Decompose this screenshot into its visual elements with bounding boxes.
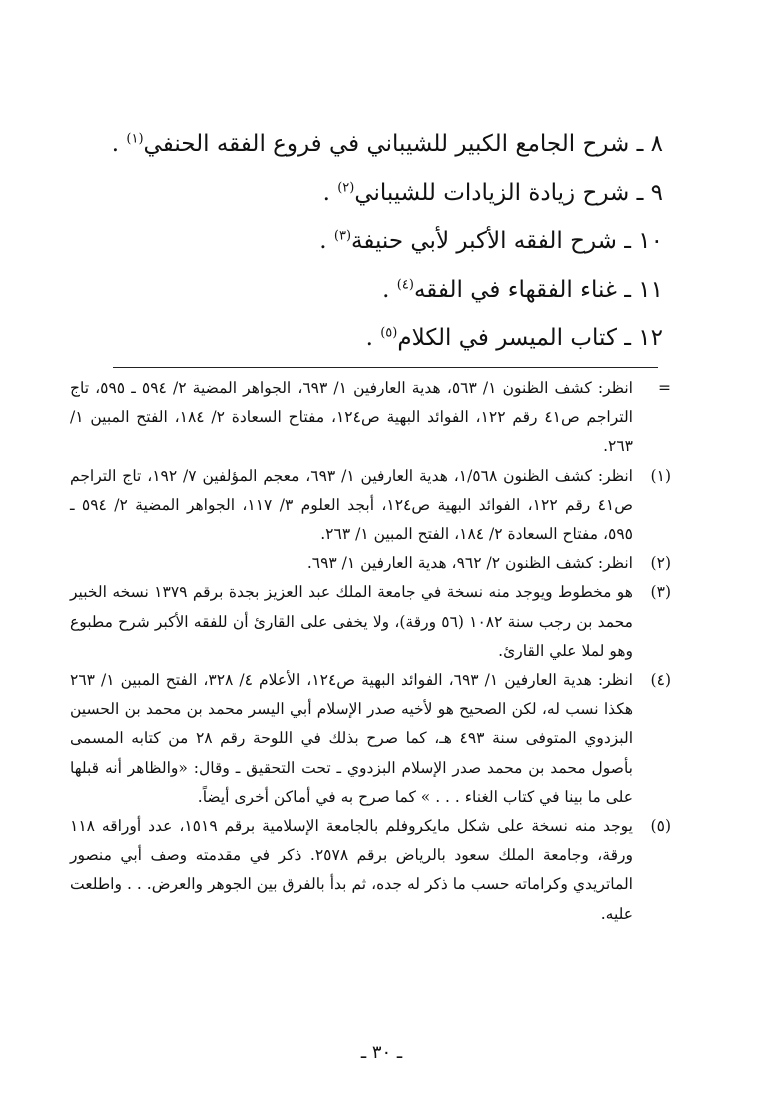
footnote-label: (٣) xyxy=(650,583,671,602)
footnote-text: هو مخطوط ويوجد منه نسخة في جامعة الملك عبد العزيز بجدة برقم ١٣٧٩ نسخه الخبير محمد بن رجب سنة ١٠٨٢ (٥٦ ورقة)، ولا يخفى على القارئ أن للفقه الأكبر شرح مطبوع وهو لملا علي القارئ. xyxy=(70,583,633,660)
footnote-ref: (٢) xyxy=(337,179,355,195)
footnotes xyxy=(70,374,671,929)
list-item xyxy=(103,217,663,266)
list-item-text: ١٠ ـ شرح الفقه الأكبر لأبي حنيفة xyxy=(351,228,663,254)
footnote xyxy=(70,666,671,812)
footnote-label: (٤) xyxy=(650,671,671,690)
footnote-label: (٥) xyxy=(650,817,671,836)
footnote-text: انظر: هدية العارفين ١/ ٦٩٣، الفوائد البهية ص١٢٤، الأعلام ٤/ ٣٢٨، الفتح المبين ١/ ٢٦٣ هكذا نسب له، لكن الصحيح هو لأخيه صدر الإسلام أبي اليسر محمد بن محمد بن الحسين البزدوي المتوفى سنة ٤٩٣ هـ، كما صرح بذلك في اللوحة رقم ٢٨ من كتابه المسمى بأصول محمد بن محمد صدر الإسلام البزدوي ـ تحت التحقيق ـ وقال: «والظاهر أنه قبلها على ما بينا في كتاب الغناء . . . » كما صرح به في أماكن أخرى أيضاً. xyxy=(70,671,633,806)
footnote-ref: (٤) xyxy=(396,276,414,292)
list-item xyxy=(103,169,663,218)
footnote-ref: (١) xyxy=(126,131,144,147)
footnote-text: انظر: كشف الظنون ١/ ٥٦٣، هدية العارفين ١/ ٦٩٣، الجواهر المضية ٢/ ٥٩٤ ـ ٥٩٥، تاج التراجم ص٤١ رقم ١٢٢، الفوائد البهية ص١٢٤، مفتاح السعادة ٢/ ١٨٤، الفتح المبين ١/ ٢٦٣. xyxy=(70,379,633,456)
list-item-end: . xyxy=(322,179,338,206)
list-item xyxy=(103,120,663,169)
list-item-end: . xyxy=(382,276,397,303)
footnote-text: انظر: كشف الظنون ٢/ ٩٦٢، هدية العارفين ١/ ٦٩٣. xyxy=(306,554,633,573)
footnote-label: (٢) xyxy=(650,554,671,573)
list-item-text: ١٢ ـ كتاب الميسر في الكلام xyxy=(397,325,663,351)
list-item-text: ٩ ـ شرح زيادة الزيادات للشيباني xyxy=(354,179,663,206)
footnote-label: (١) xyxy=(650,466,671,485)
list-item-end: . xyxy=(319,228,334,254)
footnote xyxy=(70,462,671,550)
footnote-text: انظر: كشف الظنون ١/٥٦٨، هدية العارفين ١/ ٦٩٣، معجم المؤلفين ٧/ ١٩٢، تاج التراجم ص٤١ رقم ١٢٢، الفوائد البهية ص١٢٤، أبجد العلوم ٣/ ١١٧، الجواهر المضية ٢/ ٥٩٤ ـ ٥٩٥، مفتاح السعادة ٢/ ١٨٤، الفتح المبين ١/ ٢٦٣. xyxy=(70,466,633,544)
footnote-ref: (٣) xyxy=(333,228,352,244)
list-item-end: . xyxy=(365,325,381,351)
footnote-text: يوجد منه نسخة على شكل مايكروفلم بالجامعة الإسلامية برقم ١٥١٩، عدد أوراقه ١١٨ ورقة، وجامعة الملك سعود بالرياض برقم ٢٥٧٨. ذكر في مقدمته وصف أبي منصور الماتريدي وكراماته حسب ما ذكر له جده، ثم بدأ بالفرق بين الجوهر والعرض. . . واطلعت عليه. xyxy=(70,817,633,923)
list-item-end: . xyxy=(111,131,127,157)
footnote xyxy=(70,549,671,578)
footnote-separator xyxy=(113,367,658,368)
footnote-ref: (٥) xyxy=(380,325,398,341)
footnote xyxy=(70,374,671,462)
page-number: ـ ٣٠ ـ xyxy=(360,1042,403,1063)
list-item xyxy=(103,266,663,315)
footnote xyxy=(70,578,671,666)
list-item xyxy=(103,314,663,363)
works-list xyxy=(103,120,663,363)
footnote-label: = xyxy=(658,379,671,397)
footnote xyxy=(70,812,671,929)
list-item-text: ١١ ـ غناء الفقهاء في الفقه xyxy=(413,276,663,303)
list-item-text: ٨ ـ شرح الجامع الكبير للشيباني في فروع الفقه الحنفي xyxy=(143,131,663,157)
